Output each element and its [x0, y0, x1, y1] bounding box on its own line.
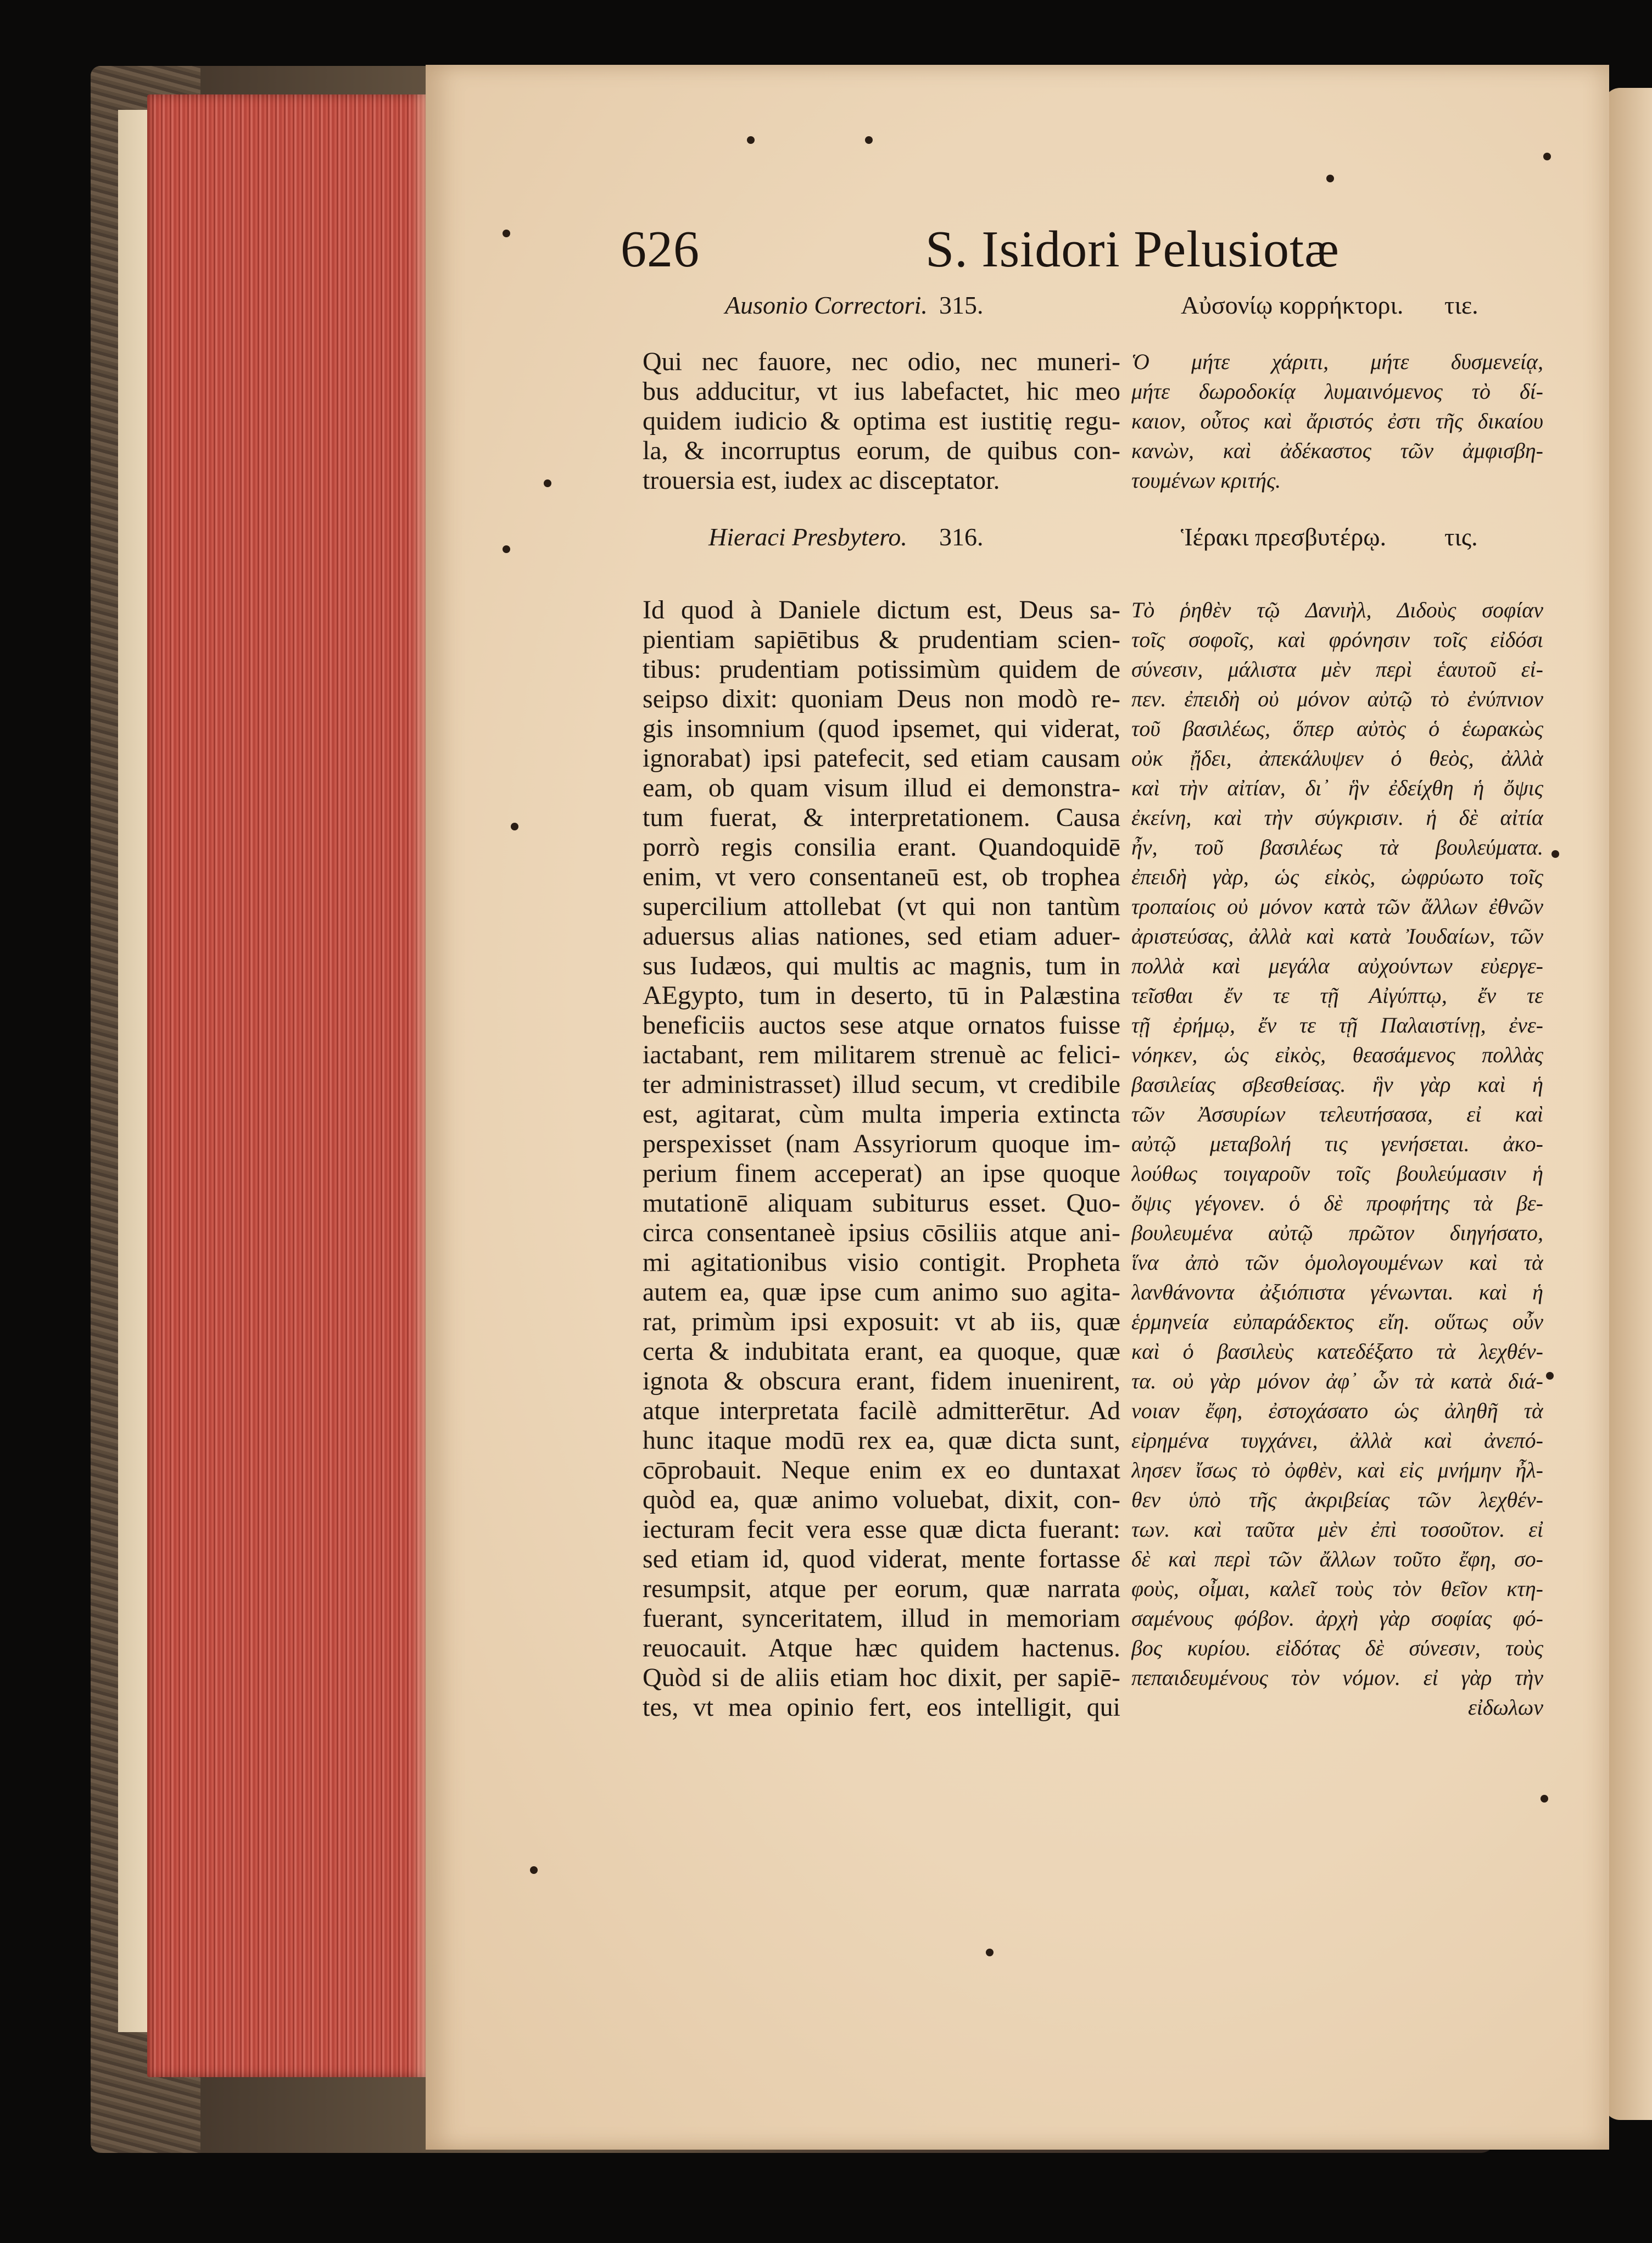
text-line: est, agitarat, cùm multa imperia extincta	[643, 1100, 1120, 1129]
text-line: fuerant, synceritatem, illud in memoriam	[643, 1604, 1120, 1633]
facing-page-edge	[1604, 88, 1652, 2120]
text-line: ἐπειδὴ γὰρ, ὡς εἰκὸς, ὠφρύωτο τοῖς	[1131, 864, 1543, 889]
text-line: Τὸ ῥηθὲν τῷ Δανιὴλ, Διδοὺς σοφίαν	[1131, 598, 1543, 622]
text-line: porrò regis consilia erant. Quandoquidē	[643, 833, 1120, 862]
text-line: ter administrasset) illud secum, vt credibile	[643, 1070, 1120, 1099]
wormhole	[1541, 1795, 1548, 1803]
text-line: beneficiis auctos sese atque ornatos fuisse	[643, 1011, 1120, 1040]
text-line: Qui nec fauore, nec odio, nec muneri-	[643, 347, 1120, 376]
text-line: eam, ob quam visum illud ei demonstra-	[643, 773, 1120, 802]
text-line: λούθως τοιγαροῦν τοῖς βουλεύμασιν ἡ	[1131, 1161, 1543, 1186]
page-title: S. Isidori Pelusiotæ	[925, 221, 1340, 278]
wormhole	[530, 1866, 538, 1874]
text-line: ἀριστεύσας, ἀλλὰ καὶ κατὰ Ἰουδαίων, τῶν	[1131, 924, 1543, 948]
letter-addressee: Ausonio Correctori.	[725, 291, 928, 319]
text-line: μήτε δωροδοκίᾳ λυμαινόμενος τὸ δί-	[1131, 379, 1543, 404]
text-line: αὐτῷ μεταβολή τις γενήσεται. ἀκο-	[1131, 1131, 1543, 1156]
text-line: πεπαιδευμένους τὸν νόμον. εἰ γὰρ τὴν	[1131, 1665, 1543, 1690]
text-line: autem ea, quæ ipse cum animo suo agita-	[643, 1277, 1120, 1307]
letter-body	[1131, 347, 1543, 495]
text-line: ignorabat) ipsi patefecit, sed etiam causam	[643, 744, 1120, 773]
text-line: resumpsit, atque per eorum, quæ narrata	[643, 1574, 1120, 1603]
text-line: φοὺς, οἶμαι, καλεῖ τοὺς τὸν θεῖον κτη-	[1131, 1576, 1543, 1601]
text-line: τεῖσθαι ἔν τε τῇ Αἰγύπτῳ, ἔν τε	[1131, 983, 1543, 1008]
letter-body	[643, 347, 1120, 495]
text-line: Id quod à Daniele dictum est, Deus sa-	[643, 595, 1120, 624]
text-line: Quòd si de aliis etiam hoc dixit, per sapiē-	[643, 1663, 1120, 1692]
text-line: sus Iudæos, qui multis ac magnis, tum in	[643, 951, 1120, 980]
letter-addressee: Αὐσονίῳ κορρήκτορι.	[1181, 291, 1404, 319]
text-line: τα. οὐ γὰρ μόνον ἀφ᾽ ὧν τὰ κατὰ διά-	[1131, 1369, 1543, 1393]
text-line: εἰρημένα τυγχάνει, ἀλλὰ καὶ ἀνεπό-	[1131, 1428, 1543, 1453]
endpaper	[118, 110, 151, 2032]
text-line: ἑρμηνεία εὐπαράδεκτος εἴη. οὕτως οὖν	[1131, 1309, 1543, 1334]
text-line: πολλὰ καὶ μεγάλα αὐχούντων εὐεργε-	[1131, 953, 1543, 978]
wormhole	[865, 136, 873, 144]
text-line: των. καὶ ταῦτα μὲν ἐπὶ τοσοῦτον. εἰ	[1131, 1517, 1543, 1542]
text-line: AEgypto, tum in deserto, tū in Palæstina	[643, 981, 1120, 1010]
text-line: Ὁ μήτε χάριτι, μήτε δυσμενείᾳ,	[1131, 349, 1543, 374]
text-line: tibus: prudentiam potissimùm quidem de	[643, 655, 1120, 684]
text-line: tum fuerat, & interpretationem. Causa	[643, 803, 1120, 832]
text-line: iactabant, rem militarem strenuè ac felici-	[643, 1040, 1120, 1069]
wormhole	[511, 823, 518, 830]
wormhole	[1543, 153, 1551, 160]
text-line: ἵνα ἀπὸ τῶν ὁμολογουμένων καὶ τὰ	[1131, 1250, 1543, 1275]
text-line: perspexisset (nam Assyriorum quoque im-	[643, 1129, 1120, 1158]
text-line: seipso dixit: quoniam Deus non modò re-	[643, 684, 1120, 713]
text-line: quòd ea, quæ animo voluebat, dixit, con-	[643, 1485, 1120, 1514]
text-line: bus adducitur, vt ius labefactet, hic meo	[643, 377, 1120, 406]
text-line: οὐκ ᾔδει, ἀπεκάλυψεν ὁ θεὸς, ἀλλὰ	[1131, 746, 1543, 771]
text-line: trouersia est, iudex ac disceptator.	[643, 466, 1000, 495]
greek-column	[1131, 286, 1543, 1722]
text-line: τουμένων κριτής.	[1131, 468, 1281, 493]
text-line: supercilium attollebat (vt qui non tantùm	[643, 892, 1120, 921]
text-line: quidem iudicio & optima est iustitię regu-	[643, 406, 1120, 436]
letter-heading	[643, 286, 1120, 325]
letter-addressee: Ἱέρακι πρεσβυτέρῳ.	[1181, 523, 1387, 551]
letter-addressee: Hieraci Presbytero.	[708, 523, 907, 551]
text-line: βος κυρίου. εἰδότας δὲ σύνεσιν, τοὺς	[1131, 1636, 1543, 1660]
text-line: τῇ ἐρήμῳ, ἔν τε τῇ Παλαιστίνῃ, ἐνε-	[1131, 1013, 1543, 1037]
text-line: σύνεσιν, μάλιστα μὲν περὶ ἑαυτοῦ εἰ-	[1131, 657, 1543, 682]
text-line: σαμένους φόβον. ἀρχὴ γὰρ σοφίας φό-	[1131, 1606, 1543, 1631]
text-line: mutationē aliquam subiturus esset. Quo-	[643, 1189, 1120, 1218]
text-line: νόηκεν, ὡς εἰκὸς, θεασάμενος πολλὰς	[1131, 1042, 1543, 1067]
text-line: λανθάνοντα ἀξιόπιστα γένωνται. καὶ ἡ	[1131, 1280, 1543, 1304]
text-line: reuocauit. Atque hæc quidem hactenus.	[643, 1633, 1120, 1662]
text-line: δὲ καὶ περὶ τῶν ἄλλων τοῦτο ἔφη, σο-	[1131, 1547, 1543, 1571]
text-line: τῶν Ἀσσυρίων τελευτήσασα, εἰ καὶ	[1131, 1102, 1543, 1126]
text-line: τροπαίοις οὐ μόνον κατὰ τῶν ἄλλων ἐθνῶν	[1131, 894, 1543, 919]
text-line: sed etiam id, quod viderat, mente fortasse	[643, 1544, 1120, 1574]
letter-body	[643, 595, 1120, 1722]
wormhole	[544, 479, 551, 487]
letter-number: τις.	[1444, 523, 1478, 551]
page-number: 626	[621, 221, 700, 278]
latin-column	[643, 286, 1120, 1722]
letter-heading	[1131, 286, 1543, 325]
text-line: βουλευμένα αὐτῷ πρῶτον διηγήσατο,	[1131, 1220, 1543, 1245]
letter-number: τιε.	[1444, 291, 1478, 319]
text-line: circa consentaneè ipsius cōsiliis atque ani-	[643, 1218, 1120, 1247]
text-line: πεν. ἐπειδὴ οὐ μόνον αὐτῷ τὸ ἐνύπνιον	[1131, 687, 1543, 711]
text-line: κανὼν, καὶ ἀδέκαστος τῶν ἀμφισβη-	[1131, 438, 1543, 463]
text-line: aduersus alias nationes, sed etiam aduer-	[643, 922, 1120, 951]
text-line: perium finem acceperat) an ipse quoque	[643, 1159, 1120, 1188]
text-line: λησεν ἴσως τὸ ὀφθὲν, καὶ εἰς μνήμην ἦλ-	[1131, 1458, 1543, 1482]
catchword: εἰδωλων	[1467, 1695, 1543, 1720]
running-head	[621, 220, 1340, 286]
text-line: iecturam fecit vera esse quæ dicta fuerant:	[643, 1515, 1120, 1544]
letter-body	[1131, 595, 1543, 1722]
text-line: cōprobauit. Neque enim ex eo duntaxat	[643, 1455, 1120, 1485]
letter-number: 315.	[939, 291, 984, 319]
text-line: βασιλείας σβεσθείσας. ἣν γὰρ καὶ ἡ	[1131, 1072, 1543, 1097]
wormhole	[1551, 850, 1559, 858]
text-line: τοῖς σοφοῖς, καὶ φρόνησιν τοῖς εἰδόσι	[1131, 627, 1543, 652]
text-line: νοιαν ἔφη, ἐστοχάσατο ὡς ἀληθῆ τὰ	[1131, 1398, 1543, 1423]
wormhole	[503, 230, 510, 237]
text-line: tes, vt mea opinio fert, eos intelligit, qui	[643, 1693, 1120, 1722]
wormhole	[986, 1949, 994, 1956]
letter-heading	[643, 517, 1120, 557]
text-line: rat, primùm ipsi exposuit: vt ab iis, quæ	[643, 1307, 1120, 1336]
text-line: καὶ τὴν αἰτίαν, δι᾽ ἣν ἐδείχθη ἡ ὄψις	[1131, 775, 1543, 800]
red-page-edges	[147, 94, 433, 2077]
text-line: certa & indubitata erant, ea quoque, quæ	[643, 1337, 1120, 1366]
text-line: θεν ὑπὸ τῆς ἀκριβείας τῶν λεχθέν-	[1131, 1487, 1543, 1512]
wormhole	[503, 545, 510, 553]
wormhole	[1326, 175, 1334, 182]
text-line: ignota & obscura erant, fidem inuenirent,	[643, 1366, 1120, 1396]
text-line: hunc itaque modū rex ea, quæ dicta sunt,	[643, 1426, 1120, 1455]
text-line: καὶ ὁ βασιλεὺς κατεδέξατο τὰ λεχθέν-	[1131, 1339, 1543, 1364]
text-line: τοῦ βασιλέως, ὅπερ αὐτὸς ὁ ἑωρακὼς	[1131, 716, 1543, 741]
letter-number: 316.	[939, 523, 984, 551]
text-line: ἐκείνη, καὶ τὴν σύγκρισιν. ἡ δὲ αἰτία	[1131, 805, 1543, 830]
text-line: enim, vt vero consentaneū est, ob tropheа	[643, 862, 1120, 891]
text-line: pientiam sapiētibus & prudentiam scien-	[643, 625, 1120, 654]
text-line: atque interpretata facilè admitterētur. Ad	[643, 1396, 1120, 1425]
text-line: la, & incorruptus eorum, de quibus con-	[643, 436, 1120, 465]
text-line: ἦν, τοῦ βασιλέως τὰ βουλεύματα.	[1131, 835, 1543, 860]
text-line: gis insomnium (quod ipsemet, qui viderat,	[643, 714, 1120, 743]
letter-heading	[1131, 517, 1543, 557]
text-line: ὄψις γέγονεν. ὁ δὲ προφήτης τὰ βε-	[1131, 1191, 1543, 1215]
text-line: mi agitationibus visio contigit. Propheta	[643, 1248, 1120, 1277]
text-line: καιον, οὗτος καὶ ἄριστός ἐστι τῆς δικαίου	[1131, 409, 1543, 433]
wormhole	[1546, 1372, 1554, 1380]
wormhole	[747, 136, 755, 144]
